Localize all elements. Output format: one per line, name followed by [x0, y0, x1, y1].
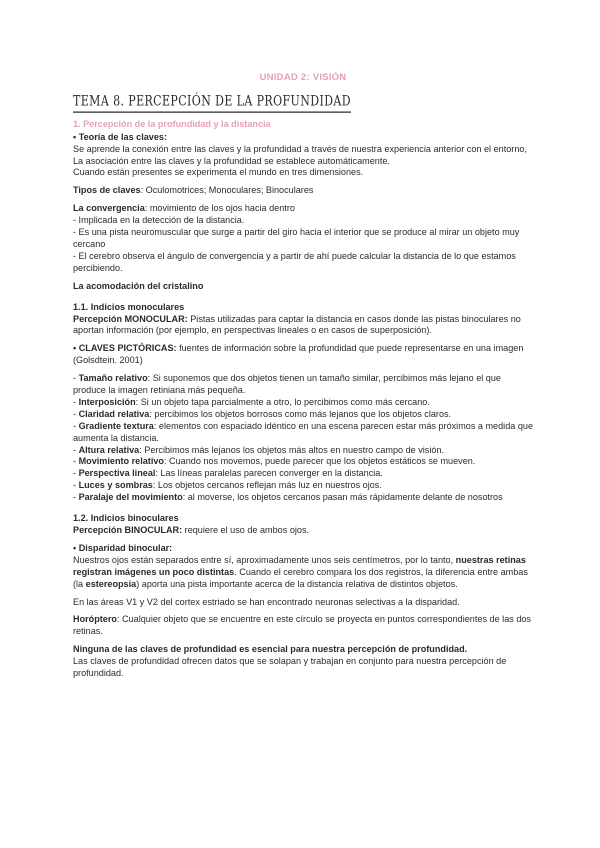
list-item: - Movimiento relativo: Cuando nos movemos, puede parecer que los objetos estáticos se mueven. [73, 456, 476, 467]
document-page [73, 72, 533, 680]
unit-title: UNIDAD 2: VISIÓN [259, 72, 347, 83]
list-item: - Interposición: Si un objeto tapa parcialmente a otro, lo percibimos como más cercano. [73, 396, 430, 407]
monocular-text: Pistas utilizadas para captar la distancia en casos donde las pistas binoculares no aportan información (por ejemplo, en perspectivas lineales o en casos de superposición). [73, 313, 521, 336]
cue-text: : al moverse, los objetos cercanos pasan más rápidamente delante de nosotros [182, 492, 503, 503]
disparity-text-2: . Cuando el cerebro compara los dos registros, la diferencia entre ambas (la [73, 566, 528, 589]
cue-label: Altura relativa [78, 444, 140, 455]
disparity-paragraph [73, 555, 533, 591]
cue-text: : Las líneas paralelas parecen converger en la distancia. [155, 468, 383, 479]
cue-label: Gradiente textura [78, 420, 154, 431]
convergence-text: : movimiento de los ojos hacia dentro [144, 203, 295, 214]
cue-text: : Cuando nos movemos, puede parecer que los objetos estáticos se mueven. [163, 456, 476, 467]
theory-line-3: Cuando están presentes se experimenta el mundo en tres dimensiones. [73, 167, 364, 178]
convergence-paragraph [73, 203, 533, 215]
conclusion-text: Las claves de profundidad ofrecen datos que se solapan y trabajan en conjunto para nuestra percepción de profundidad. [73, 656, 507, 679]
cue-text: : Los objetos cercanos reflejan más luz en nuestros ojos. [152, 480, 382, 491]
cue-text: : elementos con espaciado idéntico en una escena parecen estar más próximos a medida que aumenta la distancia. [73, 420, 534, 443]
types-paragraph [73, 185, 533, 197]
monocular-paragraph [73, 314, 533, 338]
list-item: - Claridad relativa: percibimos los objetos borrosos como más lejanos que los objetos claros. [73, 408, 452, 419]
monocular-label: Percepción MONOCULAR: [73, 313, 188, 324]
theory-line-2: La asociación entre las claves y la profundidad se establece automáticamente. [73, 155, 390, 166]
cue-text: : Si suponemos que dos objetos tienen un tamaño similar, percibimos más lejano el que produce la imagen retiniana más pequeña. [73, 373, 501, 396]
binocular-label: Percepción BINOCULAR: [73, 525, 183, 535]
list-item: - Perspectiva lineal: Las líneas paralelas parecen converger en la distancia. [73, 468, 383, 479]
cue-text: : percibimos los objetos borrosos como más lejanos que los objetos claros. [149, 408, 452, 419]
v1-paragraph: En las áreas V1 y V2 del cortex estriado se han encontrado neuronas selectivas a la disparidad. [73, 596, 460, 607]
section-1-title: 1. Percepción de la profundidad y la distancia [73, 118, 271, 129]
cue-list [73, 373, 533, 504]
list-item: - Luces y sombras: Los objetos cercanos reflejan más luz en nuestros ojos. [73, 480, 382, 491]
conclusion-bold: Ninguna de las claves de profundidad es esencial para nuestra percepción de profundidad. [73, 644, 468, 655]
section-1-2-title: 1.2. Indicios binoculares [73, 513, 179, 524]
list-item: - Altura relativa: Percibimos más lejanos los objetos más altos en nuestro campo de visión. [73, 444, 445, 455]
cue-label: Movimiento relativo [78, 456, 164, 467]
cue-text: : Percibimos más lejanos los objetos más altos en nuestro campo de visión. [139, 444, 445, 455]
cue-text: : Si un objeto tapa parcialmente a otro, lo percibimos como más cercano. [135, 396, 430, 407]
disparity-text-3: ) aporta una pista importante acerca de la distancia relativa de distintos objetos. [136, 578, 458, 589]
disparity-text-1: Nuestros ojos están separados entre sí, aproximadamente unos seis centímetros, por lo tanto, [73, 554, 456, 565]
list-item: - Tamaño relativo: Si suponemos que dos objetos tienen un tamaño similar, percibimos más lejano el que produce la imagen retiniana más pequeña. [73, 373, 501, 396]
convergence-item-2: - Es una pista neuromuscular que surge a partir del giro hacia el interior que se produce al mirar un objeto muy cercano [73, 227, 520, 249]
pictoric-text: fuentes de información sobre la profundidad que puede representarse en una imagen (Golsdtein. 2001) [73, 343, 524, 366]
cue-label: Perspectiva lineal [78, 468, 156, 479]
types-text: : Oculomotrices; Monoculares; Binoculares [140, 185, 314, 196]
binocular-text: requiere el uso de ambos ojos. [182, 525, 310, 535]
horopter-text: : Cualquier objeto que se encuentre en este círculo se proyecta en puntos correspondientes de las dos retinas. [73, 614, 531, 637]
theory-heading: • Teoría de las claves: [73, 131, 168, 142]
accommodation-heading: La acomodación del cristalino [73, 280, 204, 291]
disparity-heading: • Disparidad binocular: [73, 542, 173, 553]
horopter-label: Horóptero [73, 614, 117, 625]
horopter-paragraph [73, 614, 533, 638]
cue-label: Paralaje del movimiento [78, 492, 183, 503]
pictoric-paragraph [73, 343, 533, 367]
list-item: - Paralaje del movimiento: al moverse, los objetos cercanos pasan más rápidamente delante de nosotros [73, 492, 503, 503]
cue-label: Tamaño relativo [78, 373, 148, 384]
list-item: - Gradiente textura: elementos con espaciado idéntico en una escena parecen estar más próximos a medida que aumenta la distancia. [73, 420, 534, 443]
convergence-item-1: - Implicada en la detección de la distancia. [73, 215, 245, 226]
disparity-bold-1: nuestras retinas registran imágenes un poco distintas [73, 554, 526, 577]
pictoric-label: • CLAVES PICTÓRICAS: [73, 343, 177, 354]
topic-title: TEMA 8. PERCEPCIÓN DE LA PROFUNDIDAD [73, 94, 351, 113]
convergence-item-3: - El cerebro observa el ángulo de convergencia y a partir de ahí puede calcular la distancia de lo que estamos percibiendo. [73, 250, 516, 273]
section-1-1-title: 1.1. Indicios monoculares [73, 301, 185, 312]
cue-label: Interposición [78, 396, 136, 407]
disparity-bold-2: estereopsia [85, 578, 137, 589]
cue-label: Claridad relativa [78, 408, 150, 419]
types-label: Tipos de claves [73, 185, 141, 196]
convergence-label: La convergencia [73, 203, 145, 214]
theory-line-1: Se aprende la conexión entre las claves y la profundidad a través de nuestra experiencia anterior con el entorno, [73, 143, 527, 154]
cue-label: Luces y sombras [78, 480, 153, 491]
binocular-paragraph [73, 525, 533, 537]
